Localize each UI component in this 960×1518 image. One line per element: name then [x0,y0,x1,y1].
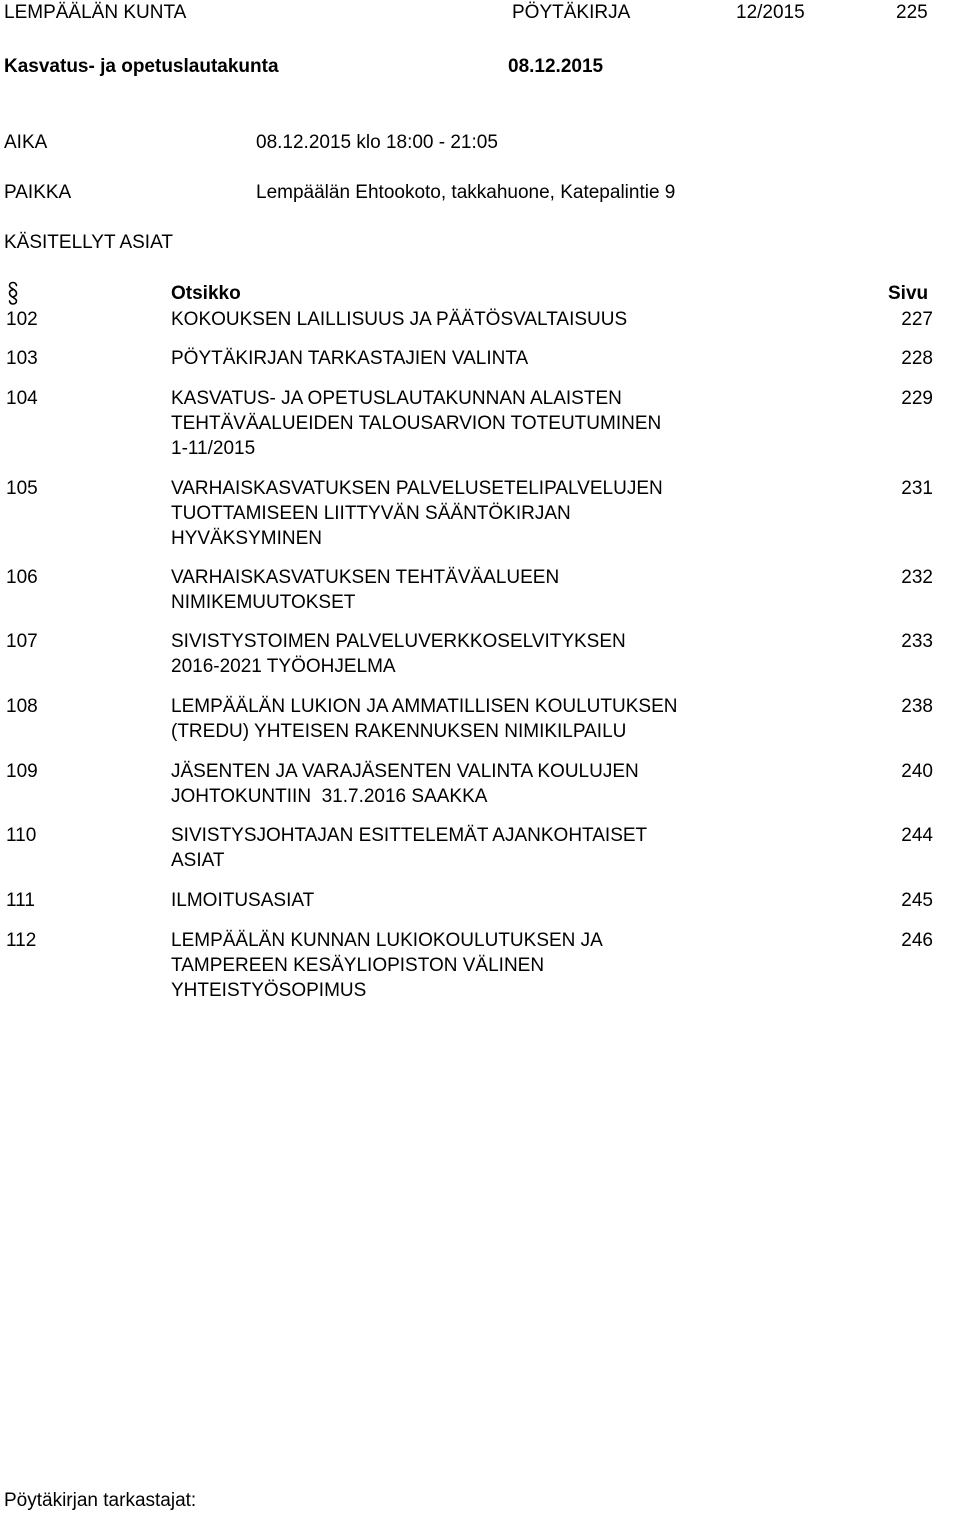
agenda-title-line: JÄSENTEN JA VARAJÄSENTEN VALINTA KOULUJEN [171,761,639,782]
agenda-title-line: LEMPÄÄLÄN KUNNAN LUKIOKOULUTUKSEN JA [171,930,603,951]
agenda-title-line: (TREDU) YHTEISEN RAKENNUKSEN NIMIKILPAILU [171,721,627,742]
minutes-examiners-label: Pöytäkirjan tarkastajat: [4,1490,197,1511]
agenda-title [171,307,831,332]
agenda-title-line: YHTEISTYÖSOPIMUS [171,980,367,1001]
place-value: Lempäälän Ehtookoto, takkahuone, Katepalintie 9 [256,182,676,203]
agenda-title-line: SIVISTYSTOIMEN PALVELUVERKKOSELVITYKSEN [171,631,626,652]
agenda-title-line: ILMOITUSASIAT [171,890,315,911]
agenda-title [171,823,831,873]
agenda-title-line: TUOTTAMISEEN LIITTYVÄN SÄÄNTÖKIRJAN [171,503,571,524]
agenda-title-line: TAMPEREEN KESÄYLIOPISTON VÄLINEN [171,955,545,976]
agenda-page: 228 [901,348,933,369]
agenda-title-line: TEHTÄVÄALUEIDEN TALOUSARVION TOTEUTUMINEN [171,413,662,434]
agenda-title [171,476,831,551]
agenda-title [171,759,831,809]
section-title: KÄSITELLYT ASIAT [4,232,173,253]
agenda-title-line: SIVISTYSJOHTAJAN ESITTELEMÄT AJANKOHTAISET [171,825,648,846]
agenda-title-line: PÖYTÄKIRJAN TARKASTAJIEN VALINTA [171,348,529,369]
time-label: AIKA [4,132,48,153]
agenda-title-line: VARHAISKASVATUKSEN TEHTÄVÄALUEEN [171,567,560,588]
column-header-title: Otsikko [171,283,241,304]
agenda-title-line: HYVÄKSYMINEN [171,528,322,549]
agenda-number: 104 [6,388,38,409]
agenda-page: 238 [901,696,933,717]
time-value: 08.12.2015 klo 18:00 - 21:05 [256,132,498,153]
agenda-number: 107 [6,631,38,652]
document-type: PÖYTÄKIRJA [512,2,631,23]
agenda-title-line: VARHAISKASVATUKSEN PALVELUSETELIPALVELUJEN [171,478,663,499]
agenda-number: 103 [6,348,38,369]
agenda-title-line: NIMIKEMUUTOKSET [171,592,356,613]
agenda-title-line: LEMPÄÄLÄN LUKION JA AMMATILLISEN KOULUTUKSEN [171,696,678,717]
committee-name: Kasvatus- ja opetuslautakunta [4,56,279,77]
agenda-page: 233 [901,631,933,652]
agenda-number: 110 [6,825,37,846]
agenda-page: 245 [901,890,933,911]
agenda-number: 102 [6,309,38,330]
agenda-title-line: 1-11/2015 [171,438,256,459]
issue-number: 12/2015 [736,2,805,23]
municipality-name: LEMPÄÄLÄN KUNTA [4,2,187,23]
agenda-title-line: ASIAT [171,850,225,871]
section-sign-icon [6,281,20,307]
column-header-page: Sivu [888,283,929,304]
agenda-number: 108 [6,696,38,717]
agenda-title [171,888,831,913]
agenda-page: 227 [901,309,933,330]
agenda-title [171,928,831,1003]
agenda-number: 112 [6,930,37,951]
agenda-page: 232 [901,567,933,588]
page-number: 225 [896,2,928,23]
place-label: PAIKKA [4,182,72,203]
agenda-title [171,346,831,371]
agenda-title [171,629,831,679]
agenda-title-line: KOKOUKSEN LAILLISUUS JA PÄÄTÖSVALTAISUUS [171,309,628,330]
agenda-number: 111 [6,890,35,911]
agenda-number: 109 [6,761,38,782]
agenda-title-line: 2016-2021 TYÖOHJELMA [171,656,396,677]
agenda-page: 246 [901,930,933,951]
agenda-title [171,694,831,744]
agenda-page: 231 [901,478,933,499]
agenda-title [171,565,831,615]
agenda-page: 244 [901,825,933,846]
agenda-number: 106 [6,567,38,588]
agenda-title-line: JOHTOKUNTIIN 31.7.2016 SAAKKA [171,786,488,807]
agenda-title-line: KASVATUS- JA OPETUSLAUTAKUNNAN ALAISTEN [171,388,622,409]
agenda-number: 105 [6,478,38,499]
agenda-page: 229 [901,388,933,409]
agenda-title [171,386,831,461]
agenda-page: 240 [901,761,933,782]
meeting-date: 08.12.2015 [508,56,604,77]
